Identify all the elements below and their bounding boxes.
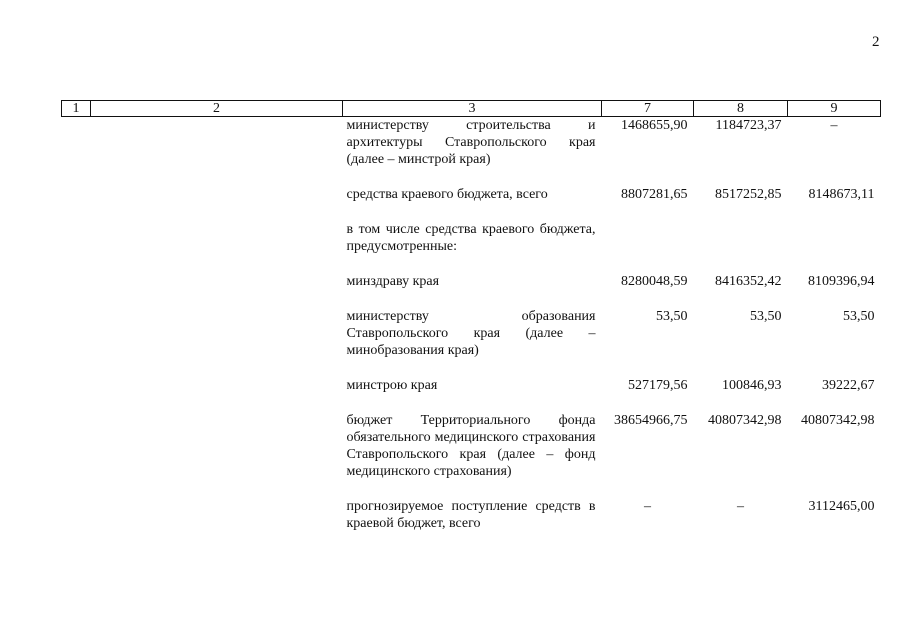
- value-col-8: 1184723,37: [715, 118, 782, 133]
- value-col-9: 8148673,11: [808, 187, 875, 202]
- value-col-9: 53,50: [843, 309, 875, 324]
- column-header-2: 2: [91, 101, 343, 117]
- value-col-7: –: [644, 499, 651, 514]
- value-col-7: 8280048,59: [621, 274, 688, 289]
- column-header-9: 9: [788, 101, 881, 117]
- value-col-7: 8807281,65: [621, 187, 688, 202]
- row-description: минздраву края: [346, 274, 440, 289]
- table-row: [62, 498, 881, 532]
- value-col-8: 8517252,85: [715, 187, 782, 202]
- table-row: [62, 117, 881, 169]
- value-col-9: –: [830, 118, 838, 133]
- row-description: бюджет Территориального фонда обязательного медицинского страхования Ставропольского края (далее – фонд медицинского страхования): [346, 413, 596, 479]
- value-col-8: 8416352,42: [715, 274, 782, 289]
- value-col-9: 3112465,00: [808, 499, 875, 514]
- row-description: министерству образования Ставропольского края (далее – минобразования края): [346, 309, 596, 358]
- value-col-7: 38654966,75: [614, 413, 688, 428]
- table-row: [62, 186, 881, 203]
- value-col-7: 1468655,90: [621, 118, 688, 133]
- value-col-8: 53,50: [750, 309, 782, 324]
- value-col-8: [694, 221, 788, 255]
- table-row: [62, 273, 881, 290]
- table-row: [62, 412, 881, 480]
- table-row: [62, 221, 881, 255]
- value-col-9: 8109396,94: [808, 274, 875, 289]
- column-header-1: 1: [62, 101, 91, 117]
- value-col-7: [602, 221, 694, 255]
- row-description: в том числе средства краевого бюджета, предусмотренные:: [346, 222, 596, 254]
- table-row: [62, 377, 881, 394]
- table-row: [62, 308, 881, 359]
- budget-table: [61, 100, 881, 532]
- row-description: минстрою края: [346, 378, 438, 393]
- column-header-3: 3: [343, 101, 602, 117]
- table-header-row: [62, 101, 881, 117]
- value-col-8: 100846,93: [722, 378, 782, 393]
- value-col-8: –: [737, 499, 744, 514]
- column-header-8: 8: [694, 101, 788, 117]
- row-description: министерству строительства и архитектуры Ставропольского края (далее – минстрой края): [346, 118, 596, 167]
- value-col-8: 40807342,98: [708, 413, 782, 428]
- column-header-7: 7: [602, 101, 694, 117]
- row-description: прогнозируемое поступление средств в краевой бюджет, всего: [346, 499, 596, 531]
- page-number: 2: [872, 34, 880, 50]
- value-col-9: [788, 221, 881, 255]
- value-col-9: 39222,67: [822, 378, 875, 393]
- row-description: средства краевого бюджета, всего: [346, 187, 548, 202]
- value-col-9: 40807342,98: [801, 413, 875, 428]
- value-col-7: 53,50: [656, 309, 688, 324]
- value-col-7: 527179,56: [628, 378, 688, 393]
